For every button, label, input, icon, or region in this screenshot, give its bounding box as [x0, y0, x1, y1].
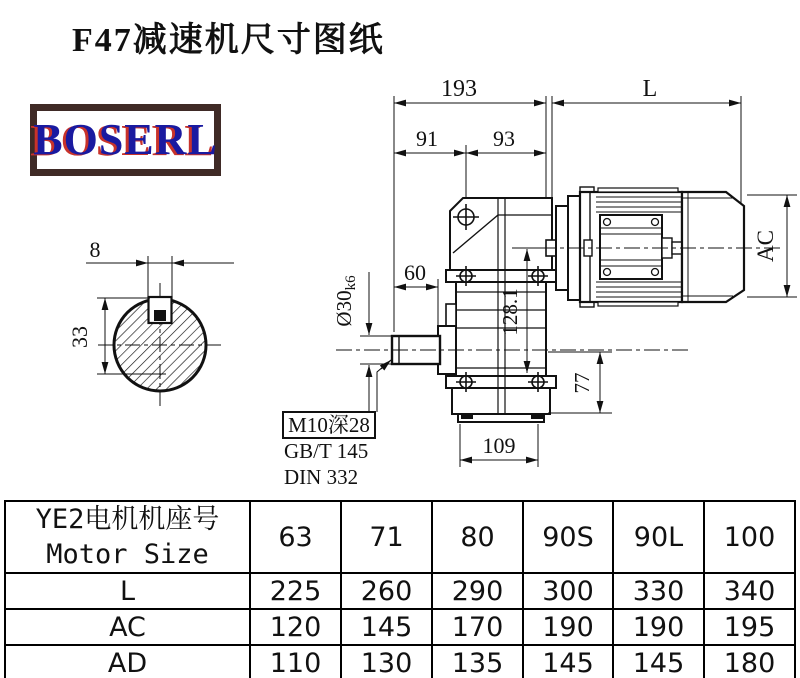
standard-din: DIN 332: [284, 465, 359, 489]
cell-AD-100: 180: [704, 645, 795, 678]
cell-L-80: 290: [432, 573, 523, 609]
dim-109: 109: [482, 433, 516, 458]
dim-60: 60: [404, 260, 426, 285]
dim-77: 77: [570, 372, 594, 394]
dim-91: 91: [416, 126, 438, 151]
dim-key-width: 8: [89, 237, 101, 262]
col-90S: 90S: [523, 501, 613, 573]
dim-93: 93: [493, 126, 515, 151]
cell-L-100: 340: [704, 573, 795, 609]
col-71: 71: [341, 501, 432, 573]
cell-L-90S: 300: [523, 573, 613, 609]
shaft-section-view: [86, 256, 234, 410]
cell-AC-63: 120: [250, 609, 341, 645]
tap-note: M10深28: [288, 413, 370, 437]
motor: [546, 187, 744, 307]
page-title: F47减速机尺寸图纸: [72, 22, 385, 59]
cell-AC-80: 170: [432, 609, 523, 645]
col-63: 63: [250, 501, 341, 573]
key-mark: [154, 310, 166, 321]
cell-AD-90S: 145: [523, 645, 613, 678]
header-cn: YE2电机机座号: [35, 504, 220, 535]
fan-cowl: [682, 192, 744, 302]
table-row: [5, 573, 795, 609]
dia-tolerance: k6: [343, 275, 359, 291]
header-motor-size: [5, 501, 250, 573]
dim-L: L: [642, 76, 658, 102]
row-label-AC: AC: [5, 609, 250, 645]
dim-128: 128.1: [498, 288, 522, 336]
cell-AC-100: 195: [704, 609, 795, 645]
header-en: Motor Size: [46, 539, 209, 571]
row-label-L: L: [5, 573, 250, 609]
cell-AC-90L: 190: [613, 609, 704, 645]
cell-AD-80: 135: [432, 645, 523, 678]
cell-AC-71: 145: [341, 609, 432, 645]
cell-L-71: 260: [341, 573, 432, 609]
dim-33: 33: [67, 326, 92, 348]
col-80: 80: [432, 501, 523, 573]
col-100: 100: [704, 501, 795, 573]
dim-AC: AC: [753, 230, 778, 262]
row-label-AD: AD: [5, 645, 250, 678]
cell-AD-90L: 145: [613, 645, 704, 678]
cell-L-90L: 330: [613, 573, 704, 609]
col-90L: 90L: [613, 501, 704, 573]
cell-L-63: 225: [250, 573, 341, 609]
dia-value: Ø30: [332, 290, 356, 327]
cell-AC-90S: 190: [523, 609, 613, 645]
dim-shaft-dia: [332, 275, 359, 327]
table-row: [5, 501, 795, 573]
table-row: [5, 609, 795, 645]
cell-AD-63: 110: [250, 645, 341, 678]
boserl-logo-text: BOSERL: [33, 115, 218, 164]
dim-193: 193: [441, 76, 477, 102]
dimension-drawing: [0, 70, 800, 500]
motor-size-table: [4, 500, 796, 678]
table-row: [5, 645, 795, 678]
standard-gb: GB/T 145: [284, 439, 369, 463]
cell-AD-71: 130: [341, 645, 432, 678]
